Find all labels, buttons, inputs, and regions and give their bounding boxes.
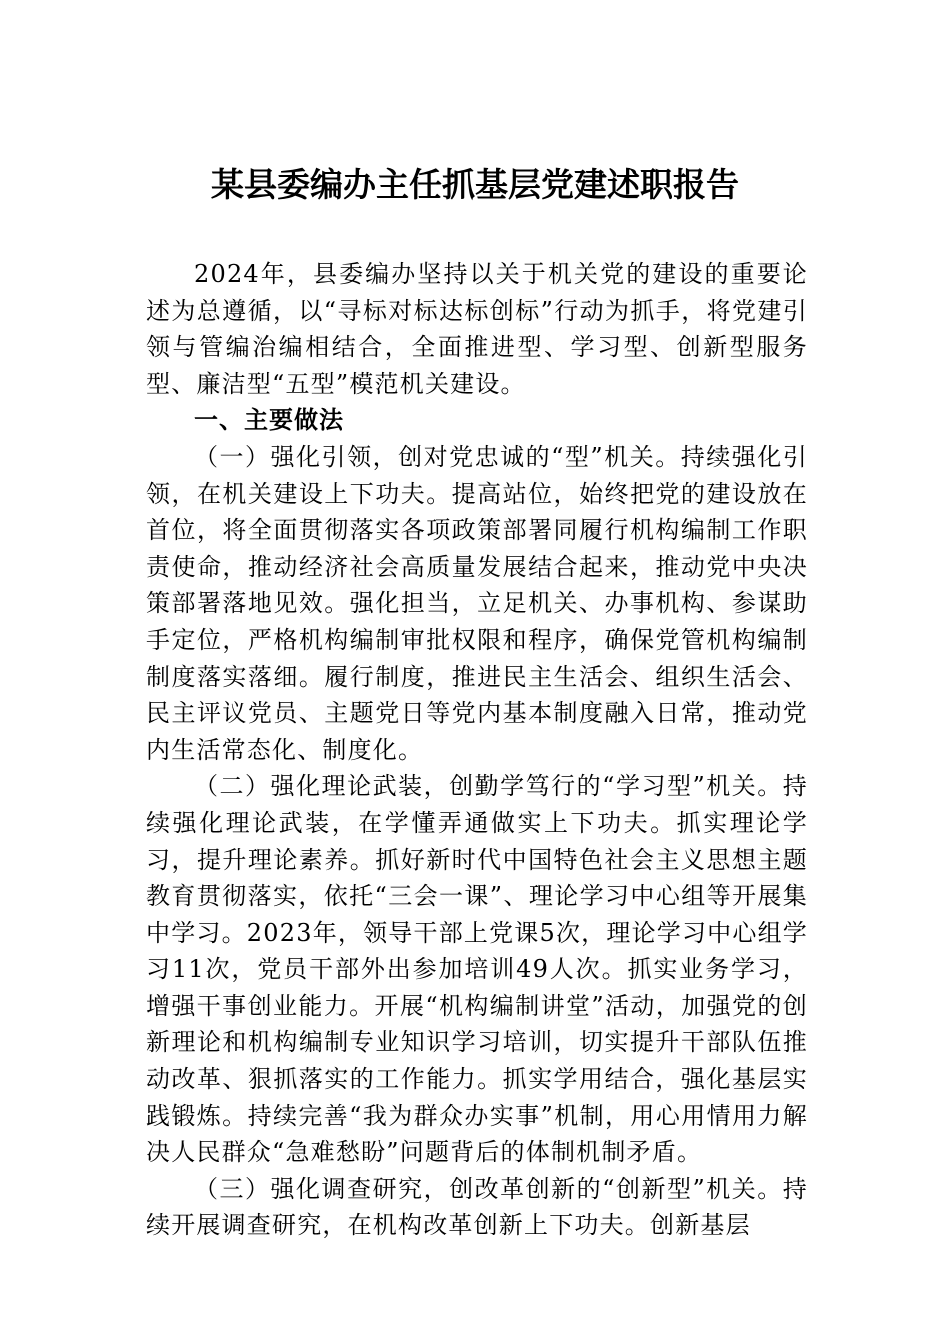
paragraph-political-guidance: （一）强化引领，创对党忠诚的“型”机关。持续强化引领，在机关建设上下功夫。提高站位，始终把党的建设放在首位，将全面贯彻落实各项政策部署同履行机构编制工作职责使命，推动经济社会高质量发展结合起来，推动党中央决策部署落地见效。强化担当，立足机关、办事机构、参谋助手定位，严格机构编制审批权限和程序，确保党管机构编制制度落实落细。履行制度，推进民主生活会、组织生活会、民主评议党员、主题党日等党内基本制度融入日常，推动党内生活常态化、制度化。: [146, 442, 808, 764]
paragraph-research-innovation: （三）强化调查研究，创改革创新的“创新型”机关。持续开展调查研究，在机构改革创新上下功夫。创新基层: [146, 1174, 808, 1240]
document-body: [146, 256, 808, 1244]
paragraph-theory-study: （二）强化理论武装，创勤学笃行的“学习型”机关。持续强化理论武装，在学懂弄通做实上下功夫。抓实理论学习，提升理论素养。抓好新时代中国特色社会主义思想主题教育贯彻落实，依托“三会一课”、理论学习中心组等开展集中学习。2023年，领导干部上党课5次，理论学习中心组学习11次，党员干部外出参加培训49人次。抓实业务学习，增强干事创业能力。开展“机构编制讲堂”活动，加强党的创新理论和机构编制专业知识学习培训，切实提升干部队伍推动改革、狠抓落实的工作能力。抓实学用结合，强化基层实践锻炼。持续完善“我为群众办实事”机制，用心用情用力解决人民群众“急难愁盼”问题背后的体制机制矛盾。: [146, 772, 808, 1167]
intro-paragraph: 2024年，县委编办坚持以关于机关党的建设的重要论述为总遵循，以“寻标对标达标创标”行动为抓手，将党建引领与管编治编相结合，全面推进型、学习型、创新型服务型、廉洁型“五型”模范机关建设。: [146, 260, 808, 398]
section-heading-main-practices: 一、主要做法: [194, 406, 344, 435]
document-title: 某县委编办主任抓基层党建述职报告: [211, 165, 739, 204]
